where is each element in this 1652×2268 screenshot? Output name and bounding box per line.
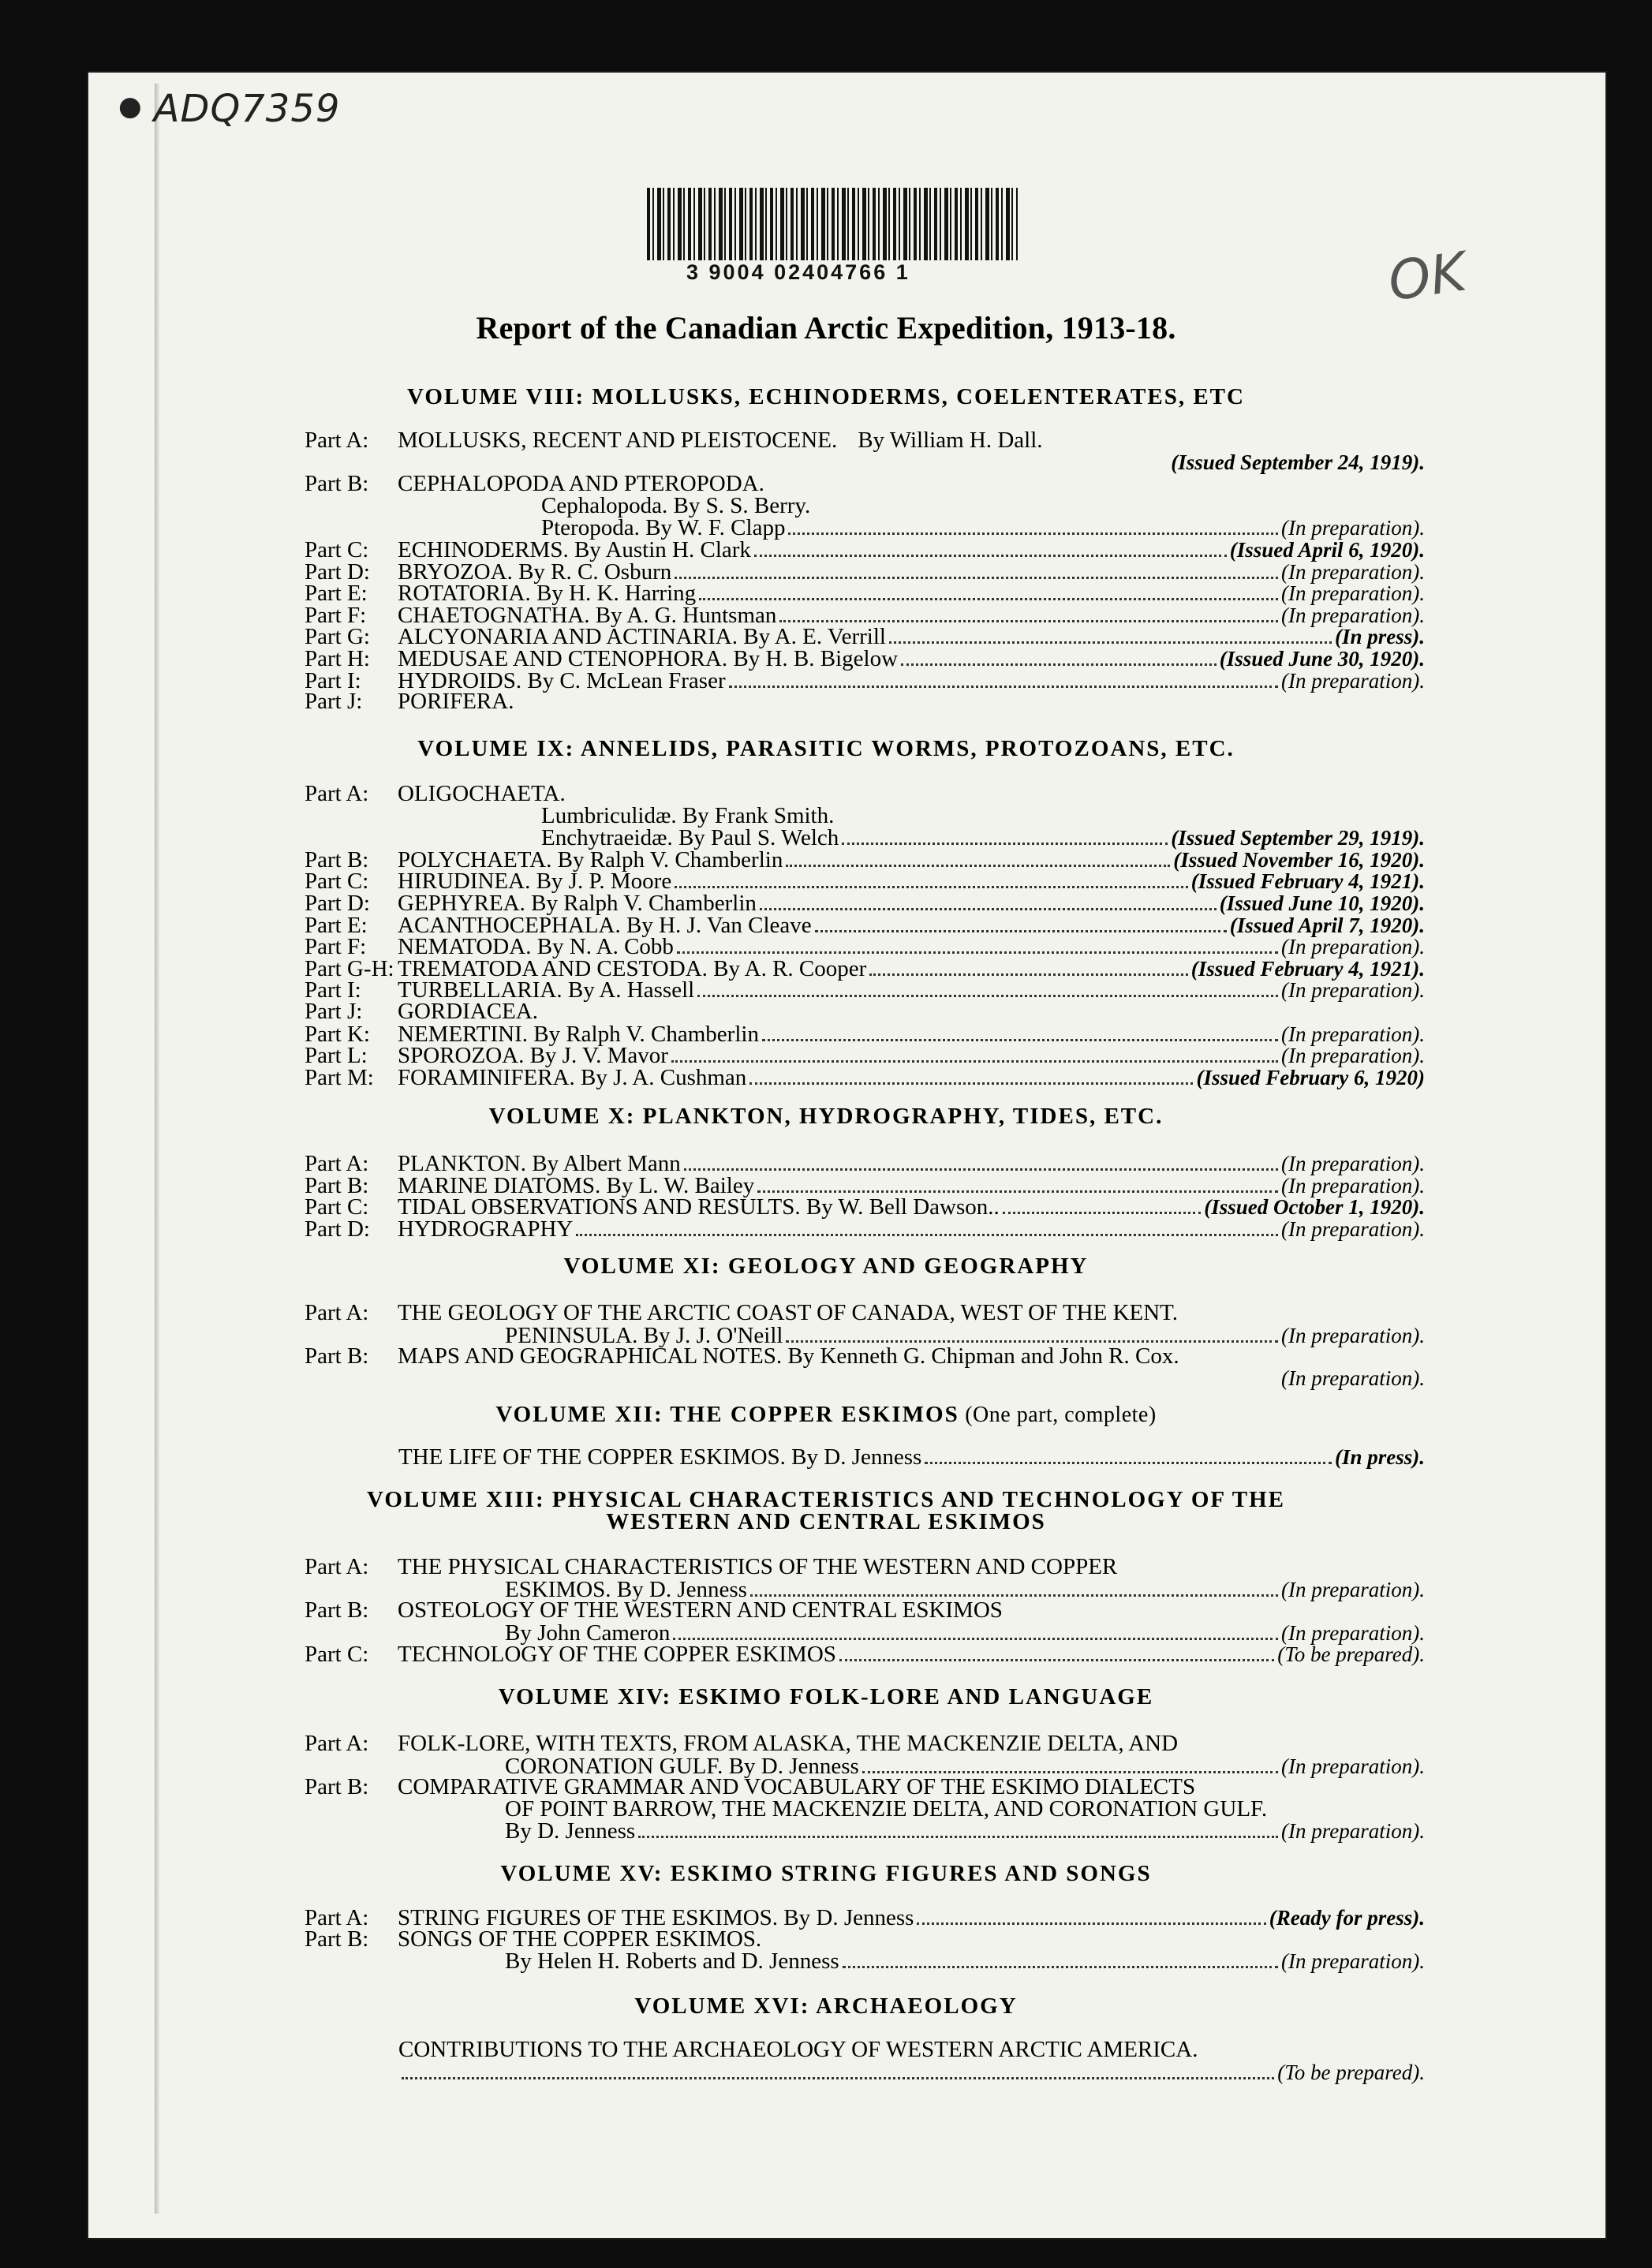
part-label: Part F: xyxy=(305,934,367,960)
dot-leader xyxy=(762,1022,1278,1041)
part-title: ACANTHOCEPHALA. By H. J. Van Cleave xyxy=(398,912,812,938)
dot-leader xyxy=(917,1906,1265,1925)
dot-leader xyxy=(786,848,1170,867)
part-label: Part B: xyxy=(305,1926,369,1952)
contents-entry xyxy=(305,1776,1425,1799)
part-title: TECHNOLOGY OF THE COPPER ESKIMOS xyxy=(398,1642,836,1668)
publication-status: (In preparation). xyxy=(1281,1022,1425,1046)
part-label: Part F: xyxy=(305,602,367,628)
contents-entry xyxy=(305,492,1425,518)
dot-leader xyxy=(699,581,1278,600)
contents-entry xyxy=(305,783,1425,805)
publication-status: (In preparation). xyxy=(1281,1152,1425,1175)
dot-leader xyxy=(697,978,1278,997)
part-label: Part I: xyxy=(305,667,361,693)
part-label: Part A: xyxy=(305,781,369,806)
publication-status: (Ready for press). xyxy=(1269,1906,1425,1930)
part-label: Part B: xyxy=(305,471,369,497)
contents-entry xyxy=(305,914,1425,936)
part-label: Part D: xyxy=(305,891,370,916)
publication-status: (In preparation). xyxy=(1281,1819,1425,1844)
part-title: OF POINT BARROW, THE MACKENZIE DELTA, AND CORONATION GULF. xyxy=(505,1795,1268,1821)
part-title: BRYOZOA. By R. C. Osburn xyxy=(398,559,672,585)
part-title: HYDROIDS. By C. McLean Fraser xyxy=(398,667,726,693)
part-label: Part I: xyxy=(305,977,361,1003)
volume-heading-text: VOLUME XVI: ARCHAEOLOGY xyxy=(634,1993,1018,2019)
contents-entry xyxy=(305,1217,1425,1240)
part-title: PORIFERA. xyxy=(398,689,514,715)
dot-leader xyxy=(889,625,1332,644)
part-label: Part A: xyxy=(305,1300,369,1325)
volume-heading xyxy=(0,1685,1652,1709)
volume-heading-note: (One part, complete) xyxy=(959,1403,1157,1427)
contents-entry xyxy=(305,473,1425,495)
volume-heading-text: VOLUME IX: ANNELIDS, PARASITIC WORMS, PROTOZOANS, ETC. xyxy=(417,736,1235,761)
dot-leader xyxy=(749,1066,1193,1085)
part-label: Part D: xyxy=(305,559,370,585)
volume-heading-text: VOLUME XIV: ESKIMO FOLK-LORE AND LANGUAGE xyxy=(498,1684,1154,1709)
publication-status: (Issued September 29, 1919). xyxy=(1171,826,1425,850)
part-title: ESKIMOS. By D. Jenness xyxy=(505,1576,747,1602)
part-label: Part E: xyxy=(305,581,368,607)
contents-entry xyxy=(305,1599,1425,1622)
part-title: FOLK-LORE, WITH TEXTS, FROM ALASKA, THE MACKENZIE DELTA, AND xyxy=(398,1731,1179,1756)
contents-entry xyxy=(305,1302,1425,1325)
part-title: CEPHALOPODA AND PTEROPODA. xyxy=(398,471,764,497)
contents-entry xyxy=(305,1195,1425,1218)
volume-heading xyxy=(0,1104,1652,1128)
volume-heading-text: VOLUME XV: ESKIMO STRING FIGURES AND SONGS xyxy=(500,1861,1152,1886)
contents-entry xyxy=(305,429,1425,452)
publication-status: (In preparation). xyxy=(1281,516,1425,540)
contents-entry xyxy=(305,1044,1425,1067)
publication-status: (In preparation). xyxy=(1281,1216,1425,1241)
part-label: Part B: xyxy=(305,1172,369,1198)
publication-status: (In preparation). xyxy=(1281,668,1425,693)
part-label: Part M: xyxy=(305,1064,374,1090)
publication-status: (In preparation). xyxy=(1281,1577,1425,1601)
dot-leader xyxy=(839,1642,1274,1661)
publication-status: (In preparation). xyxy=(1281,1620,1425,1645)
part-title: COMPARATIVE GRAMMAR AND VOCABULARY OF THE ESKIMO DIALECTS xyxy=(398,1774,1196,1800)
dot-leader xyxy=(1003,1195,1202,1214)
publication-status: (Issued February 4, 1921). xyxy=(1190,956,1425,981)
contents-entry xyxy=(305,1732,1425,1755)
part-title: OLIGOCHAETA. xyxy=(398,781,566,806)
dot-leader xyxy=(754,538,1227,557)
volume-heading-continued: WESTERN AND CENTRAL ESKIMOS xyxy=(606,1509,1046,1534)
contents-entry xyxy=(305,826,1425,849)
contents-entry xyxy=(305,690,1425,713)
part-title: SONGS OF THE COPPER ESKIMOS. xyxy=(398,1926,762,1952)
publication-status: (In preparation). xyxy=(1281,1949,1425,1974)
publication-status: (To be prepared). xyxy=(1277,2060,1425,2084)
part-title: THE GEOLOGY OF THE ARCTIC COAST OF CANADA, WEST OF THE KENT. xyxy=(398,1300,1178,1325)
part-title: MAPS AND GEOGRAPHICAL NOTES. By Kenneth G. Chipman and John R. Cox. xyxy=(398,1343,1179,1369)
dot-leader xyxy=(675,560,1278,579)
contents-entry xyxy=(305,1066,1425,1089)
contents-entry xyxy=(398,2061,1425,2083)
contents-entry xyxy=(305,516,1425,539)
part-title: CORONATION GULF. By D. Jenness xyxy=(505,1753,859,1779)
part-title: TURBELLARIA. By A. Hassell xyxy=(398,977,695,1003)
contents-entry xyxy=(305,1906,1425,1929)
part-title: PENINSULA. By J. J. O'Neill xyxy=(505,1322,783,1348)
contents-entry xyxy=(305,1152,1425,1175)
dot-leader xyxy=(684,1152,1278,1171)
part-title: OSTEOLOGY OF THE WESTERN AND CENTRAL ESKIMOS xyxy=(398,1597,1003,1623)
contents-entry xyxy=(305,848,1425,871)
part-label: Part A: xyxy=(305,428,369,453)
publication-status: (Issued February 4, 1921). xyxy=(1190,869,1425,894)
part-title: GORDIACEA. xyxy=(398,999,539,1024)
contents-entry xyxy=(305,802,1425,828)
part-label: Part B: xyxy=(305,846,369,872)
part-title: PLANKTON. By Albert Mann xyxy=(398,1151,681,1176)
publication-status: (In press). xyxy=(1334,625,1425,649)
volume-heading-text: VOLUME XI: GEOLOGY AND GEOGRAPHY xyxy=(563,1254,1089,1279)
part-title: HIRUDINEA. By J. P. Moore xyxy=(398,869,672,895)
part-title: Lumbriculidæ. By Frank Smith. xyxy=(541,802,835,828)
part-label: Part A: xyxy=(305,1151,369,1176)
volume-heading xyxy=(0,1403,1652,1427)
part-title: POLYCHAETA. By Ralph V. Chamberlin xyxy=(398,846,783,872)
publication-status: (Issued June 30, 1920). xyxy=(1219,647,1425,671)
barcode-graphic xyxy=(647,188,1018,260)
contents-entry xyxy=(305,1642,1425,1668)
publication-status: (In press). xyxy=(1334,1445,1425,1469)
contents-entry xyxy=(305,935,1425,958)
part-title: Cephalopoda. By S. S. Berry. xyxy=(541,492,811,518)
part-label: Part A: xyxy=(305,1554,369,1579)
volume-heading-text: VOLUME XIII: PHYSICAL CHARACTERISTICS AND TECHNOLOGY OF THE xyxy=(366,1487,1286,1512)
contents-entry xyxy=(305,957,1425,980)
part-label: Part J: xyxy=(305,999,363,1024)
dot-leader xyxy=(862,1754,1278,1773)
dot-leader xyxy=(925,1445,1332,1464)
dot-leader xyxy=(638,1819,1278,1838)
part-title: By Helen H. Roberts and D. Jenness xyxy=(505,1949,839,1975)
dot-leader xyxy=(842,826,1168,845)
contents-entry xyxy=(305,581,1425,607)
ink-dot-icon: ● xyxy=(118,91,143,122)
part-label: Part B: xyxy=(305,1597,369,1623)
volume-heading xyxy=(0,737,1652,760)
part-title: NEMERTINI. By Ralph V. Chamberlin xyxy=(398,1021,759,1047)
publication-status: (Issued June 10, 1920). xyxy=(1219,891,1425,915)
contents-entry xyxy=(305,869,1425,895)
contents-entry xyxy=(305,1819,1425,1842)
contents-entry xyxy=(398,2038,1425,2061)
volume-heading-text: VOLUME VIII: MOLLUSKS, ECHINODERMS, COELENTERATES, ETC xyxy=(407,384,1245,409)
dot-leader xyxy=(869,957,1187,976)
dot-leader xyxy=(757,1174,1278,1193)
part-label: Part D: xyxy=(305,1216,370,1242)
contents-entry xyxy=(305,1795,1425,1821)
part-label: Part B: xyxy=(305,1343,369,1369)
part-title: By D. Jenness xyxy=(505,1818,636,1844)
publication-status: (Issued February 6, 1920) xyxy=(1196,1065,1425,1089)
part-title: THE PHYSICAL CHARACTERISTICS OF THE WESTERN AND COPPER xyxy=(398,1554,1118,1579)
contents-entry xyxy=(305,1367,1425,1390)
publication-status: (Issued November 16, 1920). xyxy=(1173,847,1425,872)
contents-entry xyxy=(305,1556,1425,1579)
publication-status: (Issued April 7, 1920). xyxy=(1229,913,1425,937)
publication-status: (To be prepared). xyxy=(1277,1642,1425,1667)
part-title: STRING FIGURES OF THE ESKIMOS. By D. Jenness xyxy=(398,1905,914,1930)
contents-entry xyxy=(398,1445,1425,1468)
publication-status: (In preparation). xyxy=(1281,1044,1425,1068)
part-title: Pteropoda. By W. F. Clapp xyxy=(541,515,786,541)
part-title: SPOROZOA. By J. V. Mavor xyxy=(398,1043,668,1069)
dot-leader xyxy=(675,869,1188,888)
dot-leader xyxy=(729,669,1278,688)
contents-entry xyxy=(305,1928,1425,1951)
contents-entry xyxy=(305,625,1425,648)
volume-heading-text: VOLUME X: PLANKTON, HYDROGRAPHY, TIDES, ETC. xyxy=(488,1104,1164,1129)
contents-entry xyxy=(305,891,1425,914)
dot-leader xyxy=(843,1949,1278,1968)
contents-entry xyxy=(305,1621,1425,1644)
part-title: ALCYONARIA AND ACTINARIA. By A. E. Verrill xyxy=(398,624,886,650)
part-label: Part C: xyxy=(305,869,369,895)
volume-heading xyxy=(0,1994,1652,2018)
part-title: MEDUSAE AND CTENOPHORA. By H. B. Bigelow xyxy=(398,646,899,671)
dot-leader xyxy=(673,1621,1278,1640)
part-title: GEPHYREA. By Ralph V. Chamberlin xyxy=(398,891,757,916)
part-title: TREMATODA AND CESTODA. By A. R. Cooper xyxy=(398,955,867,981)
dot-leader xyxy=(760,891,1217,910)
dot-leader xyxy=(901,647,1217,666)
report-title: Report of the Canadian Arctic Expedition, 1913-18. xyxy=(476,310,1176,346)
volume-heading xyxy=(0,385,1652,409)
dot-leader xyxy=(779,603,1278,622)
publication-status: (In preparation). xyxy=(1281,1366,1425,1390)
part-label: Part H: xyxy=(305,646,370,671)
publication-status: (In preparation). xyxy=(1281,1754,1425,1778)
publication-status: (In preparation). xyxy=(1281,935,1425,959)
contents-entry xyxy=(305,647,1425,670)
volume-heading xyxy=(0,1488,1652,1511)
dot-leader xyxy=(750,1578,1278,1597)
part-label: Part J: xyxy=(305,689,363,715)
publication-status: (In preparation). xyxy=(1281,1173,1425,1198)
publication-status: (In preparation). xyxy=(1281,581,1425,606)
part-title: MOLLUSKS, RECENT AND PLEISTOCENE. xyxy=(398,428,838,453)
part-title: THE LIFE OF THE COPPER ESKIMOS. By D. Jenness xyxy=(398,1444,922,1470)
publication-status: (Issued October 1, 1920). xyxy=(1204,1195,1425,1220)
contents-entry xyxy=(305,1174,1425,1197)
publication-status: (In preparation). xyxy=(1281,559,1425,584)
part-label: Part A: xyxy=(305,1905,369,1930)
part-label: Part A: xyxy=(305,1731,369,1756)
contents-entry xyxy=(305,1949,1425,1975)
part-label: Part K: xyxy=(305,1021,370,1047)
handwritten-check-mark: OK xyxy=(1384,241,1471,314)
dot-leader xyxy=(677,935,1278,954)
part-title: CONTRIBUTIONS TO THE ARCHAEOLOGY OF WESTERN ARCTIC AMERICA. xyxy=(398,2037,1198,2062)
publication-status: (In preparation). xyxy=(1281,978,1425,1003)
dot-leader xyxy=(671,1044,1278,1063)
contents-entry xyxy=(305,1000,1425,1023)
part-title: ROTATORIA. By H. K. Harring xyxy=(398,581,697,607)
dot-leader xyxy=(576,1217,1278,1236)
spacer xyxy=(402,2061,1274,2079)
barcode-number: 3 9004 02404766 1 xyxy=(686,260,910,284)
contents-entry xyxy=(305,538,1425,561)
part-title: By John Cameron xyxy=(505,1620,671,1646)
publication-status: (In preparation). xyxy=(1281,603,1425,627)
part-label: Part C: xyxy=(305,1194,369,1220)
part-label: Part B: xyxy=(305,1774,369,1800)
volume-heading-text: VOLUME XII: THE COPPER ESKIMOS xyxy=(495,1402,959,1427)
part-title: HYDROGRAPHY xyxy=(398,1216,574,1242)
contents-entry xyxy=(305,560,1425,583)
part-label: Part C: xyxy=(305,537,369,562)
part-label: Part E: xyxy=(305,912,368,938)
part-title: Enchytraeidæ. By Paul S. Welch xyxy=(541,825,839,851)
part-label: Part G-H: xyxy=(305,955,394,981)
part-author: By William H. Dall. xyxy=(858,428,1043,453)
publication-status: (Issued September 24, 1919). xyxy=(1171,450,1425,474)
part-title: FORAMINIFERA. By J. A. Cushman xyxy=(398,1064,747,1090)
part-label: Part G: xyxy=(305,624,370,650)
dot-leader xyxy=(815,914,1227,932)
part-title: TIDAL OBSERVATIONS AND RESULTS. By W. Bell Dawson.. xyxy=(398,1194,1000,1220)
volume-heading xyxy=(0,1254,1652,1278)
handwritten-accession-number: ● ADQ7359 xyxy=(118,87,341,131)
part-label: Part C: xyxy=(305,1642,369,1668)
contents-entry xyxy=(305,1022,1425,1045)
publication-status: (In preparation). xyxy=(1281,1323,1425,1347)
volume-heading xyxy=(0,1862,1652,1885)
part-title: CHAETOGNATHA. By A. G. Huntsman xyxy=(398,602,777,628)
contents-entry xyxy=(305,603,1425,626)
dot-leader xyxy=(786,1324,1278,1343)
part-title: NEMATODA. By N. A. Cobb xyxy=(398,934,674,960)
publication-status: (Issued April 6, 1920). xyxy=(1229,538,1425,562)
part-title: ECHINODERMS. By Austin H. Clark xyxy=(398,537,751,562)
contents-entry xyxy=(305,1345,1425,1368)
part-label: Part L: xyxy=(305,1043,368,1069)
dot-leader xyxy=(788,516,1278,535)
part-title: MARINE DIATOMS. By L. W. Bailey xyxy=(398,1172,755,1198)
